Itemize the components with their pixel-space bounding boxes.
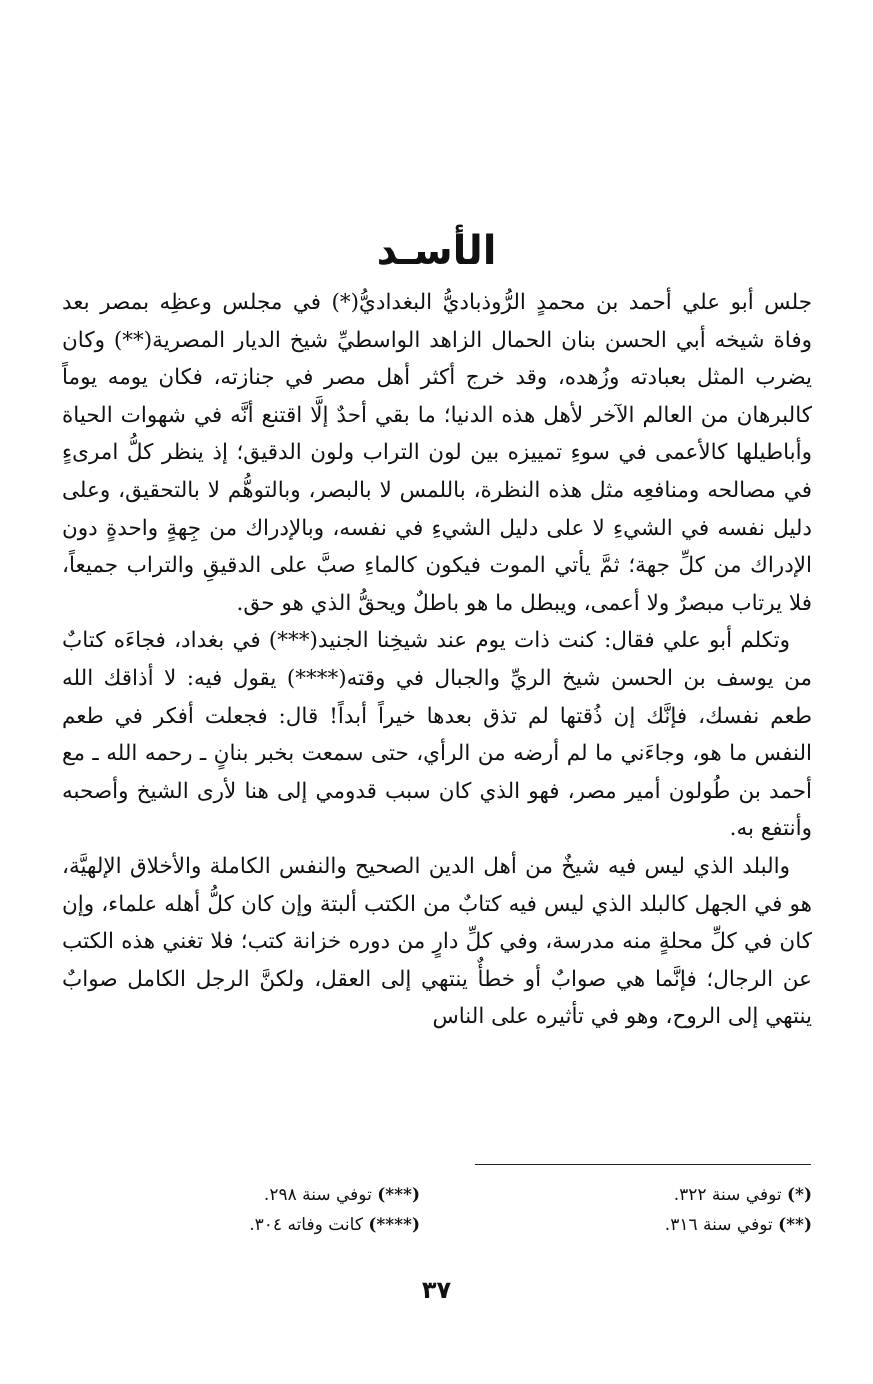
footnote-text: توفي سنة ٣١٦. xyxy=(664,1215,773,1235)
footnotes-left-column xyxy=(50,1180,420,1240)
footnote-1 xyxy=(442,1180,812,1210)
footnote-marker: (*) xyxy=(787,1185,812,1205)
body-text xyxy=(62,284,812,1036)
paragraph-2: وتكلم أبو علي فقال: كنت ذات يوم عند شيخِنا الجنيد(***) في بغداد، فجاءَه كتابٌ من يوسف بن الحسن شيخ الريِّ والجبال في وقته(****) يقول فيه: لا أذاقك الله طعم نفسك، فإنَّك إن ذُقتها لم تذق بعدها خيراً أبداً! قال: فجعلت أفكر في طعم النفس ما هو، وجاءَني ما لم أرضه من الرأي، حتى سمعت بخبر بنانٍ ـ رحمه الله ـ مع أحمد بن طُولون أمير مصر، فهو الذي كان سبب قدومي إلى هنا لأرى الشيخ وأصحبه وأنتفع به. xyxy=(62,628,812,842)
paragraph-3: والبلد الذي ليس فيه شيخٌ من أهل الدين الصحيح والنفس الكاملة والأخلاق الإلهيَّة، هو في الجهل كالبلد الذي ليس فيه كتابٌ من الكتب ألبتة وإن كان كلُّ أهله علماء، وإن كان في كلِّ محلةٍ منه مدرسة، وفي كلِّ دارٍ من دوره خزانة كتب؛ فلا تغني هذه الكتب عن الرجال؛ فإنَّما هي صوابٌ أو خطأٌ ينتهي إلى العقل، ولكنَّ الرجل الكامل صوابٌ ينتهي إلى الروح، وهو في تأثيره على الناس xyxy=(62,853,812,1030)
footnote-2 xyxy=(442,1210,812,1240)
page-number: ٣٧ xyxy=(421,1276,452,1304)
footnotes-right-column xyxy=(442,1180,812,1240)
paragraph-1: جلس أبو علي أحمد بن محمدٍ الرُّوذباديُّ البغداديُّ(*) في مجلس وعظِه بمصر بعد وفاة شيخه أبي الحسن بنان الحمال الزاهد الواسطيِّ شيخ الديار المصرية(**) وكان يضرب المثل بعبادته وزُهده، وقد خرج أكثر أهل مصر في جنازته، فكان يومه يوماً كالبرهان من العالم الآخر لأهل هذه الدنيا؛ ما بقي أحدٌ إلَّا اقتنع أنَّه في شهوات الحياة وأباطيلها كالأعمى في سوءِ تمييزه بين لون التراب ولون الدقيق؛ إذ ينظر كلُّ امرىءٍ في مصالحه ومنافعِه مثل هذه النظرة، باللمس لا بالبصر، وبالتوهُّم لا بالتحقيق، وعلى دليل نفسه في الشيءِ لا على دليل الشيءِ في نفسه، وبالإدراك من جِهةٍ واحدةٍ دون الإدراك من كلِّ جهة؛ ثمَّ يأتي الموت فيكون كالماءِ صبَّ على الدقيقِ والتراب جميعاً، فلا يرتاب مبصرٌ ولا أعمى، ويبطل ما هو باطلٌ ويحقُّ الذي هو حق. xyxy=(62,290,812,616)
footnotes xyxy=(62,1180,812,1244)
footnote-marker: (**) xyxy=(778,1215,812,1235)
chapter-title: الأسـد xyxy=(376,227,497,274)
footnote-4 xyxy=(50,1210,420,1240)
footnote-marker: (***) xyxy=(377,1185,420,1205)
footnote-text: توفي سنة ٢٩٨. xyxy=(263,1185,372,1205)
footnote-text: توفي سنة ٣٢٢. xyxy=(673,1185,782,1205)
footnote-3 xyxy=(50,1180,420,1210)
footnote-text: كانت وفاته ٣٠٤. xyxy=(249,1215,363,1235)
footnote-marker: (****) xyxy=(368,1215,420,1235)
footnote-separator xyxy=(475,1164,811,1165)
